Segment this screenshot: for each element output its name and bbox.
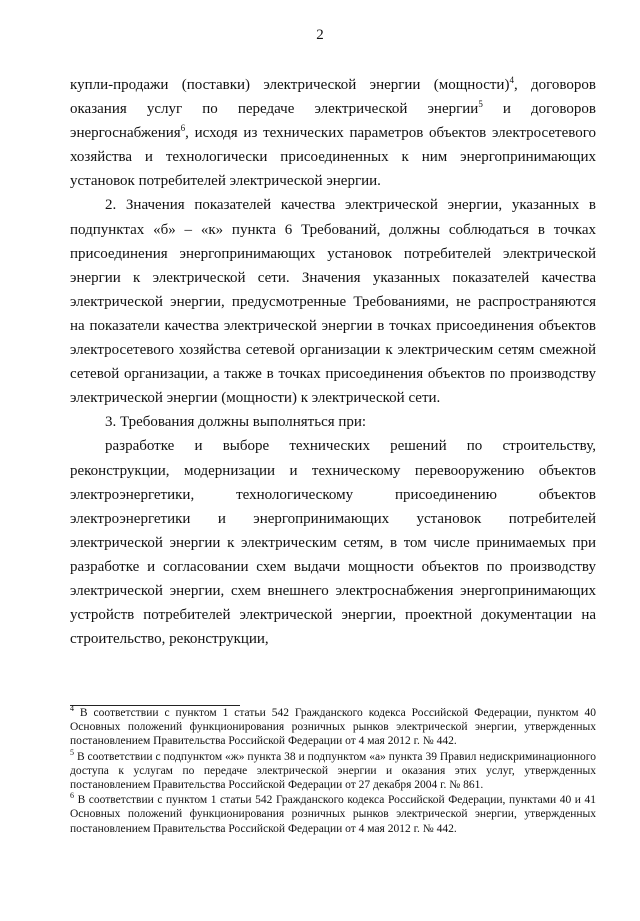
- text-segment: , договоров оказания услуг по передаче электрической энергии: [70, 77, 596, 118]
- body-text: [70, 73, 596, 651]
- paragraph-item-2: 2. Значения показателей качества электрической энергии, указанных в подпунктах «б» – «к» пункта 6 Требований, должны соблюдаться в точках присоединения энергопринимающих установок потребителей электрической энергии к электрической сети. Значения указанных показателей качества электрической энергии, предусмотренные Требованиями, не распространяются на показатели качества электрической энергии в точках присоединения объектов электросетевого хозяйства сетевой организации к электрическим сетям смежной сетевой организации, а также в точках присоединения объектов по производству электрической энергии (мощности) к электрической сети.: [70, 197, 596, 407]
- footnote-ref-4[interactable]: 4: [509, 75, 514, 85]
- page-number: 2: [316, 27, 324, 43]
- footnote-marker: 5: [70, 747, 74, 757]
- footnote-text: В соответствии с пунктом 1 статьи 542 Гражданского кодекса Российской Федерации, пунктами 40 и 41 Основных положений функционирования розничных рынков электрической энергии, утвержденных постановлением Правительства Российской Федерации от 4 мая 2012 г. № 442.: [70, 794, 596, 835]
- footnote-text: В соответствии с пунктом 1 статьи 542 Гражданского кодекса Российской Федерации, пунктом 40 Основных положений функционирования розничных рынков электрической энергии, утвержденных постановлением Правительства Российской Федерации от 4 мая 2012 г. № 442.: [70, 707, 596, 748]
- footnote-5: [70, 747, 596, 793]
- footnote-marker: 4: [70, 704, 74, 714]
- text-segment: купли-продажи (поставки) электрической энергии (мощности): [70, 77, 510, 93]
- paragraph-item-3: 3. Требования должны выполняться при:: [105, 414, 367, 431]
- footnotes: [70, 706, 596, 837]
- text-segment: , исходя из технических параметров объектов электросетевого хозяйства и технологически присоединенных к ним энергопринимающих установок потребителей электрической энергии.: [70, 125, 596, 190]
- footnote-6: [70, 793, 596, 836]
- footnote-marker: 6: [70, 791, 74, 801]
- paragraph-item-3-list: разработке и выборе технических решений по строительству, реконструкции, модернизации и техническому перевооружению объектов электроэнергетики, технологическому присоединению объектов электроэнергетики и энергопринимающих установок потребителей электрической энергии к электрическим сетям, в том числе принимаемых при разработке и согласовании схем выдачи мощности объектов по производству электрической энергии, схем внешнего электроснабжения энергопринимающих устройств потребителей электрической энергии, проектной документации на строительство, реконструкции,: [70, 438, 596, 648]
- paragraph-continuation: [70, 73, 596, 193]
- text-segment: и договоров энергоснабжения: [70, 101, 596, 142]
- footnote-ref-6[interactable]: 6: [180, 123, 186, 134]
- footnote-ref-5[interactable]: 5: [478, 99, 483, 110]
- footnote-4: [70, 706, 596, 749]
- footnote-text: В соответствии с подпунктом «ж» пункта 38 и подпунктом «а» пункта 39 Правил недискриминационного доступа к услугам по передаче электрической энергии и оказания этих услуг, утвержденных постановлением Правительства Российской Федерации от 27 декабря 2004 г. № 861.: [70, 750, 596, 792]
